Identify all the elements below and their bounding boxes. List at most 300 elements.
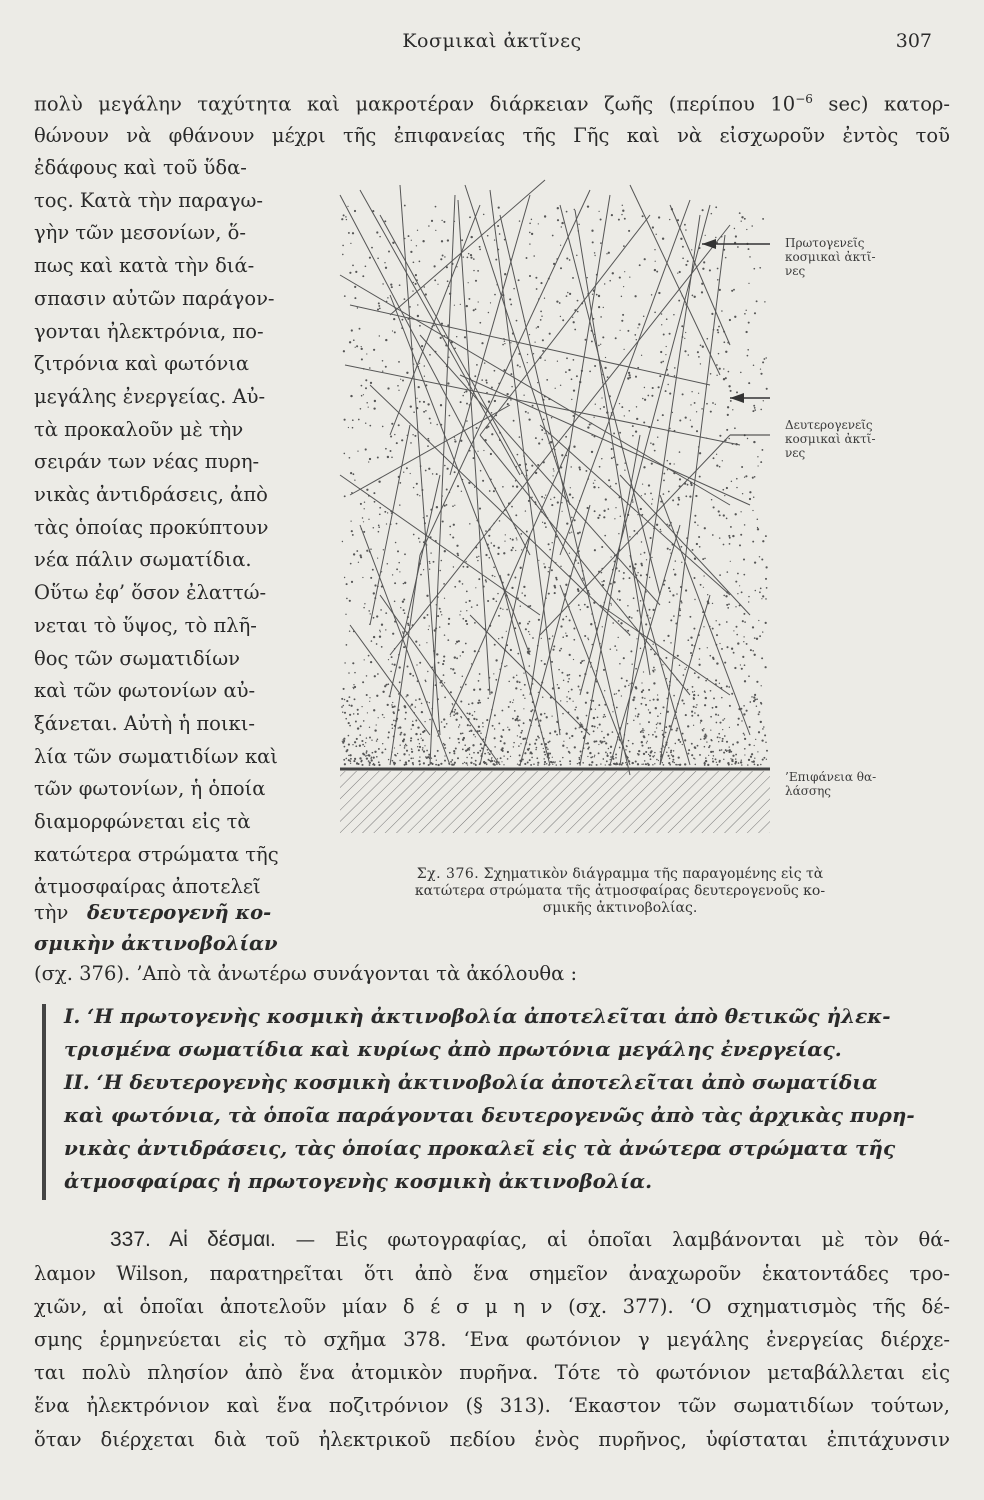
particle-dot [687,689,689,691]
particle-dot [597,716,599,718]
particle-dot [765,598,767,600]
particle-dot [405,761,407,763]
particle-dot [537,764,539,766]
particle-dot [465,561,466,562]
particle-dot [624,469,625,470]
particle-dot [763,358,765,360]
particle-dot [462,676,464,678]
particle-dot [475,760,477,762]
particle-dot [709,655,711,657]
particle-dot [635,376,637,378]
particle-dot [433,561,435,563]
particle-dot [449,752,451,754]
particle-dot [678,739,680,741]
particle-dot [504,666,506,668]
particle-dot [726,685,728,687]
after-figure-line: (σχ. 376). ’Απὸ τὰ ἀνωτέρω συνάγονται τὰ ἀκόλουθα : [34,962,578,985]
secondary-arrowhead [730,393,744,403]
particle-dot [764,734,766,736]
particle-dot [498,722,500,724]
particle-dot [610,648,611,649]
particle-dot [548,543,550,545]
particle-dot [385,448,387,450]
particle-dot [592,294,593,295]
particle-dot [443,674,445,676]
particle-dot [566,696,567,697]
law-line-4: καὶ φωτόνια, τὰ ὁποῖα παράγονται δευτερογενῶς ἀπὸ τὰς ἀρχικὰς πυρη- [64,1103,915,1127]
particle-dot [369,257,371,259]
particle-dot [385,366,387,368]
particle-dot [544,566,546,568]
particle-dot [450,534,452,536]
label-primary-rays [785,236,876,278]
particle-dot [587,742,589,744]
particle-dot [612,711,613,712]
particle-dot [649,617,651,619]
particle-dot [723,378,725,380]
column-line: κατώτερα στρώματα τῆς [34,842,279,866]
particle-dot [752,510,753,511]
particle-dot [634,334,636,336]
particle-dot [422,240,424,242]
particle-dot [635,563,637,565]
particle-dot [369,367,371,369]
particle-dot [716,634,718,636]
particle-dot [365,387,367,389]
particle-dot [522,592,523,593]
particle-dot [650,747,652,749]
particle-dot [397,385,399,387]
particle-dot [379,308,381,310]
particle-dot [576,255,577,256]
particle-dot [632,699,634,701]
particle-dot [513,699,514,700]
particle-dot [641,741,643,743]
particle-dot [364,603,365,604]
particle-dot [361,346,362,347]
particle-dot [352,662,354,664]
particle-dot [421,738,422,739]
particle-dot [507,727,508,728]
particle-dot [363,754,365,756]
particle-dot [401,439,403,441]
particle-dot [536,327,537,328]
particle-dot [349,630,350,631]
particle-dot [379,636,381,638]
particle-dot [600,242,602,244]
particle-dot [733,630,734,631]
particle-dot [475,764,476,765]
particle-dot [677,503,679,505]
particle-dot [415,733,417,735]
particle-dot [384,262,385,263]
particle-dot [748,248,750,250]
particle-dot [491,433,493,435]
particle-dot [672,759,674,761]
particle-dot [473,270,474,271]
particle-dot [732,744,734,746]
particle-dot [578,466,580,468]
particle-dot [466,591,468,593]
particle-dot [494,294,496,296]
particle-dot [356,550,358,552]
ray-track [490,190,560,735]
particle-dot [673,569,675,571]
particle-dot [552,649,554,651]
particle-dot [577,763,578,764]
particle-dot [441,685,443,687]
particle-dot [612,731,614,733]
particle-dot [766,587,768,589]
particle-dot [725,595,727,597]
particle-dot [472,714,474,716]
particle-dot [753,696,755,698]
particle-dot [554,730,556,732]
particle-dot [405,744,407,746]
particle-dot [458,726,459,727]
particle-dot [419,756,420,757]
particle-dot [517,454,519,456]
particle-dot [379,236,381,238]
particle-dot [611,556,612,557]
particle-dot [566,211,568,213]
particle-dot [668,747,669,748]
particle-dot [754,654,756,656]
particle-dot [710,739,712,741]
particle-dot [358,419,360,421]
particle-dot [625,762,626,763]
particle-dot [384,685,386,687]
particle-dot [635,715,636,716]
particle-dot [569,674,571,676]
particle-dot [653,667,655,669]
particle-dot [731,290,733,292]
particle-dot [693,628,695,630]
particle-dot [578,686,580,688]
particle-dot [655,234,656,235]
particle-dot [560,245,561,246]
particle-dot [411,748,412,749]
particle-dot [504,340,505,341]
particle-dot [762,595,764,597]
particle-dot [366,550,368,552]
particle-dot [656,724,658,726]
particle-dot [650,751,652,753]
particle-dot [568,691,569,692]
particle-dot [520,732,522,734]
particle-dot [494,644,496,646]
particle-dot [668,491,670,493]
particle-dot [345,216,347,218]
particle-dot [635,708,637,710]
particle-dot [441,614,442,615]
particle-dot [421,711,423,713]
particle-dot [712,402,714,404]
particle-dot [391,656,393,658]
particle-dot [471,606,473,608]
particle-dot [458,580,460,582]
particle-dot [629,577,631,579]
particle-dot [452,668,454,670]
particle-dot [569,737,570,738]
particle-dot [608,748,610,750]
particle-dot [357,307,358,308]
particle-dot [376,740,378,742]
particle-dot [561,222,563,224]
particle-dot [530,710,532,712]
particle-dot [648,747,650,749]
particle-dot [478,578,480,580]
particle-dot [678,756,680,758]
particle-dot [487,689,489,691]
particle-dot [552,635,553,636]
particle-dot [680,238,682,240]
particle-dot [350,763,351,764]
particle-dot [610,603,611,604]
particle-dot [414,435,416,437]
particle-dot [425,293,427,295]
particle-dot [535,739,537,741]
label-secondary-line-1: Δευτερογενεῖς [785,418,873,432]
particle-dot [603,516,605,518]
particle-dot [727,414,729,416]
particle-dot [713,755,714,756]
particle-dot [650,649,652,651]
particle-dot [638,323,640,325]
particle-dot [578,757,580,759]
particle-dot [660,713,661,714]
particle-dot [642,689,644,691]
particle-dot [397,550,399,552]
particle-dot [417,494,419,496]
particle-dot [388,659,389,660]
particle-dot [572,277,574,279]
label-secondary-line-2: κοσμικαὶ ἀκτῖ- [785,432,876,446]
particle-dot [601,458,602,459]
particle-dot [366,694,368,696]
particle-dot [589,423,591,425]
particle-dot [531,233,533,235]
particle-dot [741,221,742,222]
particle-dot [478,301,479,302]
particle-dot [479,246,481,248]
particle-dot [619,599,621,601]
particle-dot [751,753,753,755]
particle-dot [719,368,721,370]
particle-dot [382,743,383,744]
particle-dot [669,463,671,465]
particle-dot [645,623,647,625]
particle-dot [510,538,511,539]
ray-track [660,235,725,765]
particle-dot [399,744,400,745]
particle-dot [745,310,746,311]
particle-dot [603,737,605,739]
particle-dot [731,693,733,695]
particle-dot [439,626,440,627]
particle-dot [514,577,516,579]
particle-dot [569,532,571,534]
particle-dot [631,617,633,619]
particle-dot [478,699,480,701]
particle-dot [555,388,556,389]
particle-dot [707,764,709,766]
particle-dot [503,764,504,765]
particle-dot [395,542,397,544]
particle-dot [552,475,553,476]
particle-dot [517,720,519,722]
particle-dot [343,350,345,352]
particle-dot [654,249,655,250]
particle-dot [648,764,650,766]
particle-dot [559,760,561,762]
particle-dot [423,750,425,752]
particle-dot [437,284,438,285]
ray-track [500,215,630,775]
particle-dot [703,575,704,576]
particle-dot [519,719,521,721]
section-line-1 [110,1228,950,1252]
particle-dot [725,257,727,259]
particle-dot [360,408,362,410]
particle-dot [543,563,544,564]
particle-dot [673,750,674,751]
particle-dot [364,746,365,747]
particle-dot [670,750,672,752]
particle-dot [477,560,478,561]
particle-dot [385,629,386,630]
particle-dot [429,719,431,721]
particle-dot [665,390,667,392]
particle-dot [464,392,465,393]
particle-dot [652,387,654,389]
particle-dot [694,296,696,298]
particle-dot [377,308,379,310]
particle-dot [425,470,427,472]
particle-dot [541,316,542,317]
particle-dot [737,573,739,575]
particle-dot [366,755,367,756]
particle-dot [608,479,610,481]
particle-dot [577,300,579,302]
particle-dot [467,257,469,259]
particle-dot [673,615,675,617]
particle-dot [519,366,521,368]
caption-number: Σχ. 376. [416,866,480,882]
particle-dot [359,745,361,747]
particle-dot [460,655,461,656]
particle-dot [762,759,764,761]
particle-dot [434,279,436,281]
particle-dot [406,665,408,667]
particle-dot [422,739,424,741]
particle-dot [534,743,536,745]
particle-dot [650,493,652,495]
particle-dot [737,593,738,594]
particle-dot [593,417,594,418]
particle-dot [654,752,655,753]
particle-dot [479,688,481,690]
particle-dot [624,271,625,272]
particle-dot [448,618,450,620]
particle-dot [468,253,470,255]
particle-dot [387,704,389,706]
particle-dot [710,730,711,731]
particle-dot [465,762,467,764]
particle-dot [507,574,509,576]
particle-dot [621,214,622,215]
particle-dot [516,675,517,676]
particle-dot [700,739,702,741]
particle-dot [676,728,678,730]
particle-dot [457,554,459,556]
particle-dot [655,707,657,709]
particle-dot [476,427,478,429]
particle-dot [472,744,474,746]
particle-dot [502,344,504,346]
particle-dot [354,286,356,288]
particle-dot [734,667,736,669]
particle-dot [692,549,694,551]
particle-dot [704,764,706,766]
particle-dot [536,757,538,759]
particle-dot [527,762,529,764]
particle-dot [682,733,684,735]
particle-dot [460,733,462,735]
particle-dot [511,549,513,551]
particle-dot [694,691,695,692]
particle-dot [428,468,430,470]
particle-dot [643,466,645,468]
particle-dot [415,706,416,707]
particle-dot [466,623,468,625]
particle-dot [399,504,400,505]
particle-dot [556,300,558,302]
particle-dot [499,233,501,235]
particle-dot [498,615,500,617]
particle-dot [653,682,655,684]
particle-dot [444,465,446,467]
particle-dot [402,631,404,633]
particle-dot [453,750,455,752]
particle-dot [687,725,689,727]
figure-caption [330,866,910,917]
particle-dot [662,361,664,363]
particle-dot [513,742,515,744]
particle-dot [517,653,519,655]
particle-dot [500,608,502,610]
particle-dot [488,557,490,559]
particle-dot [621,764,623,766]
particle-dot [660,361,662,363]
particle-dot [591,340,593,342]
particle-dot [468,482,470,484]
particle-dot [679,271,681,273]
particle-dot [404,553,406,555]
particle-dot [595,709,596,710]
particle-dot [412,434,413,435]
particle-dot [665,732,667,734]
particle-dot [693,694,695,696]
particle-dot [417,746,418,747]
particle-dot [361,764,363,766]
particle-dot [349,754,351,756]
particle-dot [734,316,736,318]
particle-dot [623,286,624,287]
particle-dot [383,549,384,550]
particle-dot [587,748,589,750]
particle-dot [365,742,366,743]
